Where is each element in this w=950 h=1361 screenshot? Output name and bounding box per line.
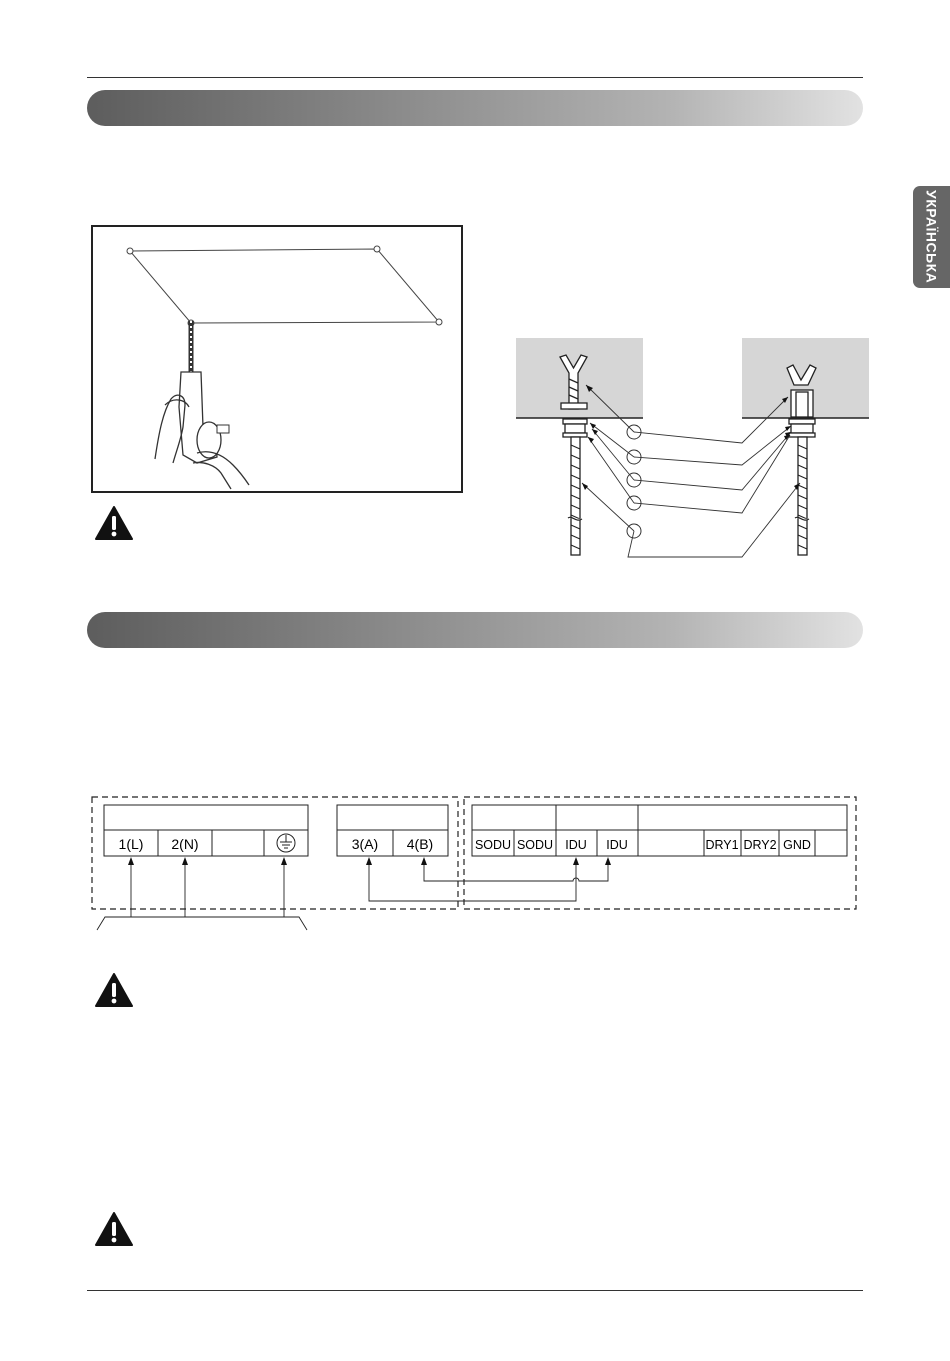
power-wiring-arrowheads	[128, 857, 287, 865]
terminal-label-4B: 4(B)	[406, 836, 434, 852]
ceiling-drilling-illustration	[93, 227, 461, 491]
signal-label-gnd: GND	[783, 838, 811, 852]
comm-wiring-arrowheads	[366, 857, 611, 865]
signal-label-sodu-1: SODU	[474, 838, 512, 852]
terminal-label-1L: 1(L)	[118, 836, 144, 852]
top-rule	[87, 77, 863, 78]
terminal-label-2N: 2(N)	[171, 836, 199, 852]
terminal-blank	[212, 830, 264, 856]
language-tab-label: УКРАЇНСЬКА	[923, 190, 940, 284]
comm-wiring	[369, 861, 608, 901]
terminal-wiring-diagram	[87, 795, 862, 935]
warning-triangle-icon	[94, 505, 134, 541]
terminal-label-3A: 3(A)	[351, 836, 379, 852]
callout-circles	[627, 425, 641, 538]
drill-illustration-frame	[91, 225, 463, 493]
warning-triangle-icon	[94, 1211, 134, 1247]
signal-label-dry1: DRY1	[705, 838, 739, 852]
warning-triangle-icon	[94, 972, 134, 1008]
power-wiring	[97, 861, 307, 930]
bottom-rule	[87, 1290, 863, 1291]
anchor-bolt-diagram	[510, 335, 875, 565]
section-header-bar	[87, 90, 863, 126]
signal-label-sodu-2: SODU	[516, 838, 554, 852]
signal-label-idu-2: IDU	[606, 838, 628, 852]
section-header-bar-2	[87, 612, 863, 648]
signal-label-dry2: DRY2	[743, 838, 777, 852]
language-side-tab	[913, 186, 950, 288]
signal-label-idu-1: IDU	[565, 838, 587, 852]
